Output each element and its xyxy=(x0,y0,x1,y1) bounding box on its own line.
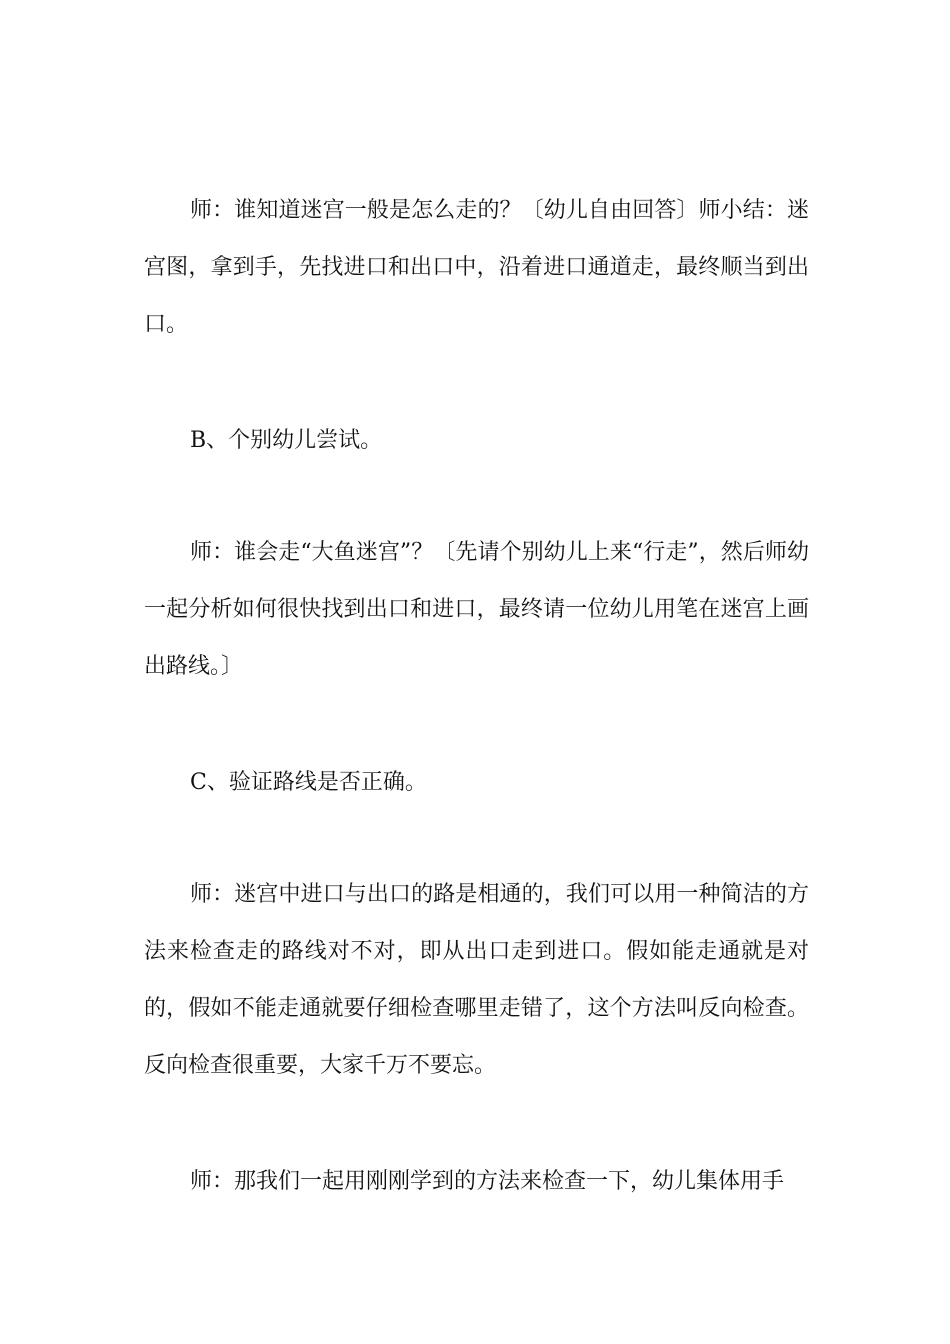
paragraph-teacher-question: 师：谁知道迷宫一般是怎么走的？〔幼儿自由回答〕师小结：迷宫图，拿到手，先找进口和出口中，沿着进口通道走，最终顺当到出口。 xyxy=(144,198,809,337)
paragraph-group-check: 师：那我们一起用刚刚学到的方法来检查一下，幼儿集体用手 xyxy=(190,1169,785,1194)
paragraph-reverse-check: 师：迷宫中进口与出口的路是相通的，我们可以用一种简洁的方法来检查走的路线对不对，即从出口走到进口。假如能走通就是对的，假如不能走通就要仔细检查哪里走错了，这个方法叫反向检查。反向检查很重要，大家千万不要忘。 xyxy=(144,882,809,1078)
paragraph-fish-maze: 师：谁会走“大鱼迷宫”？〔先请个别幼儿上来“行走”，然后师幼一起分析如何很快找到出口和进口，最终请一位幼儿用笔在迷宫上画出路线。〕 xyxy=(144,540,809,679)
paragraph-step-c: C、验证路线是否正确。 xyxy=(190,770,427,795)
paragraph-step-b: B、个别幼儿尝试。 xyxy=(190,428,383,453)
